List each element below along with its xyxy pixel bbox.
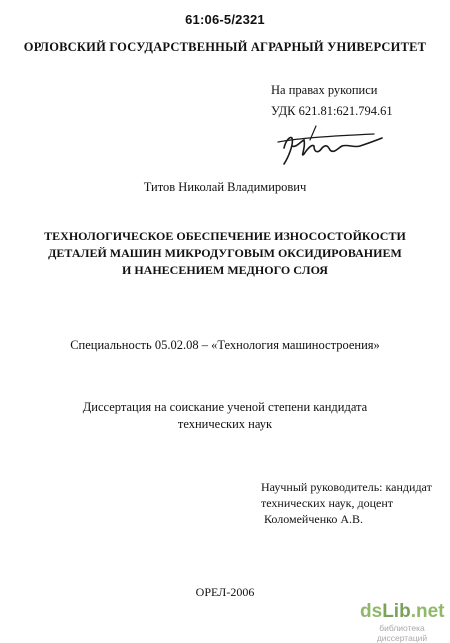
title-line: И НАНЕСЕНИЕМ МЕДНОГО СЛОЯ bbox=[122, 263, 328, 277]
watermark-logo-lib: Lib bbox=[382, 601, 411, 622]
supervisor-line: Коломейченко А.В. bbox=[261, 512, 364, 526]
watermark-logo-ds: ds bbox=[360, 601, 383, 622]
dslib-watermark bbox=[360, 601, 445, 643]
manuscript-rights: На правах рукописи bbox=[271, 83, 378, 97]
dissertation-line: технических наук bbox=[177, 417, 273, 431]
watermark-logo bbox=[360, 601, 444, 623]
archive-number: 61:06-5/2321 bbox=[185, 12, 265, 27]
handwritten-signature bbox=[270, 118, 390, 173]
watermark-tagline: библиотека диссертаций bbox=[376, 623, 428, 643]
author-name: Титов Николай Владимирович bbox=[143, 180, 307, 194]
specialty: Специальность 05.02.08 – «Технология машиностроения» bbox=[70, 338, 380, 352]
title-line: ТЕХНОЛОГИЧЕСКОЕ ОБЕСПЕЧЕНИЕ ИЗНОСОСТОЙКОСТИ bbox=[44, 229, 406, 243]
university-name: ОРЛОВСКИЙ ГОСУДАРСТВЕННЫЙ АГРАРНЫЙ УНИВЕРСИТЕТ bbox=[23, 40, 427, 54]
dissertation-title bbox=[0, 228, 450, 279]
dissertation-statement bbox=[0, 399, 450, 433]
city-year: ОРЕЛ-2006 bbox=[195, 585, 255, 599]
supervisor-line: Научный руководитель: кандидат bbox=[261, 480, 432, 494]
udk-code: УДК 621.81:621.794.61 bbox=[271, 104, 393, 118]
supervisor-line: технических наук, доцент bbox=[261, 496, 393, 510]
dissertation-line: Диссертация на соискание ученой степени кандидата bbox=[82, 400, 368, 414]
title-line: ДЕТАЛЕЙ МАШИН МИКРОДУГОВЫМ ОКСИДИРОВАНИЕМ bbox=[48, 246, 402, 260]
watermark-logo-net: .net bbox=[410, 601, 445, 622]
supervisor-block bbox=[261, 479, 432, 527]
